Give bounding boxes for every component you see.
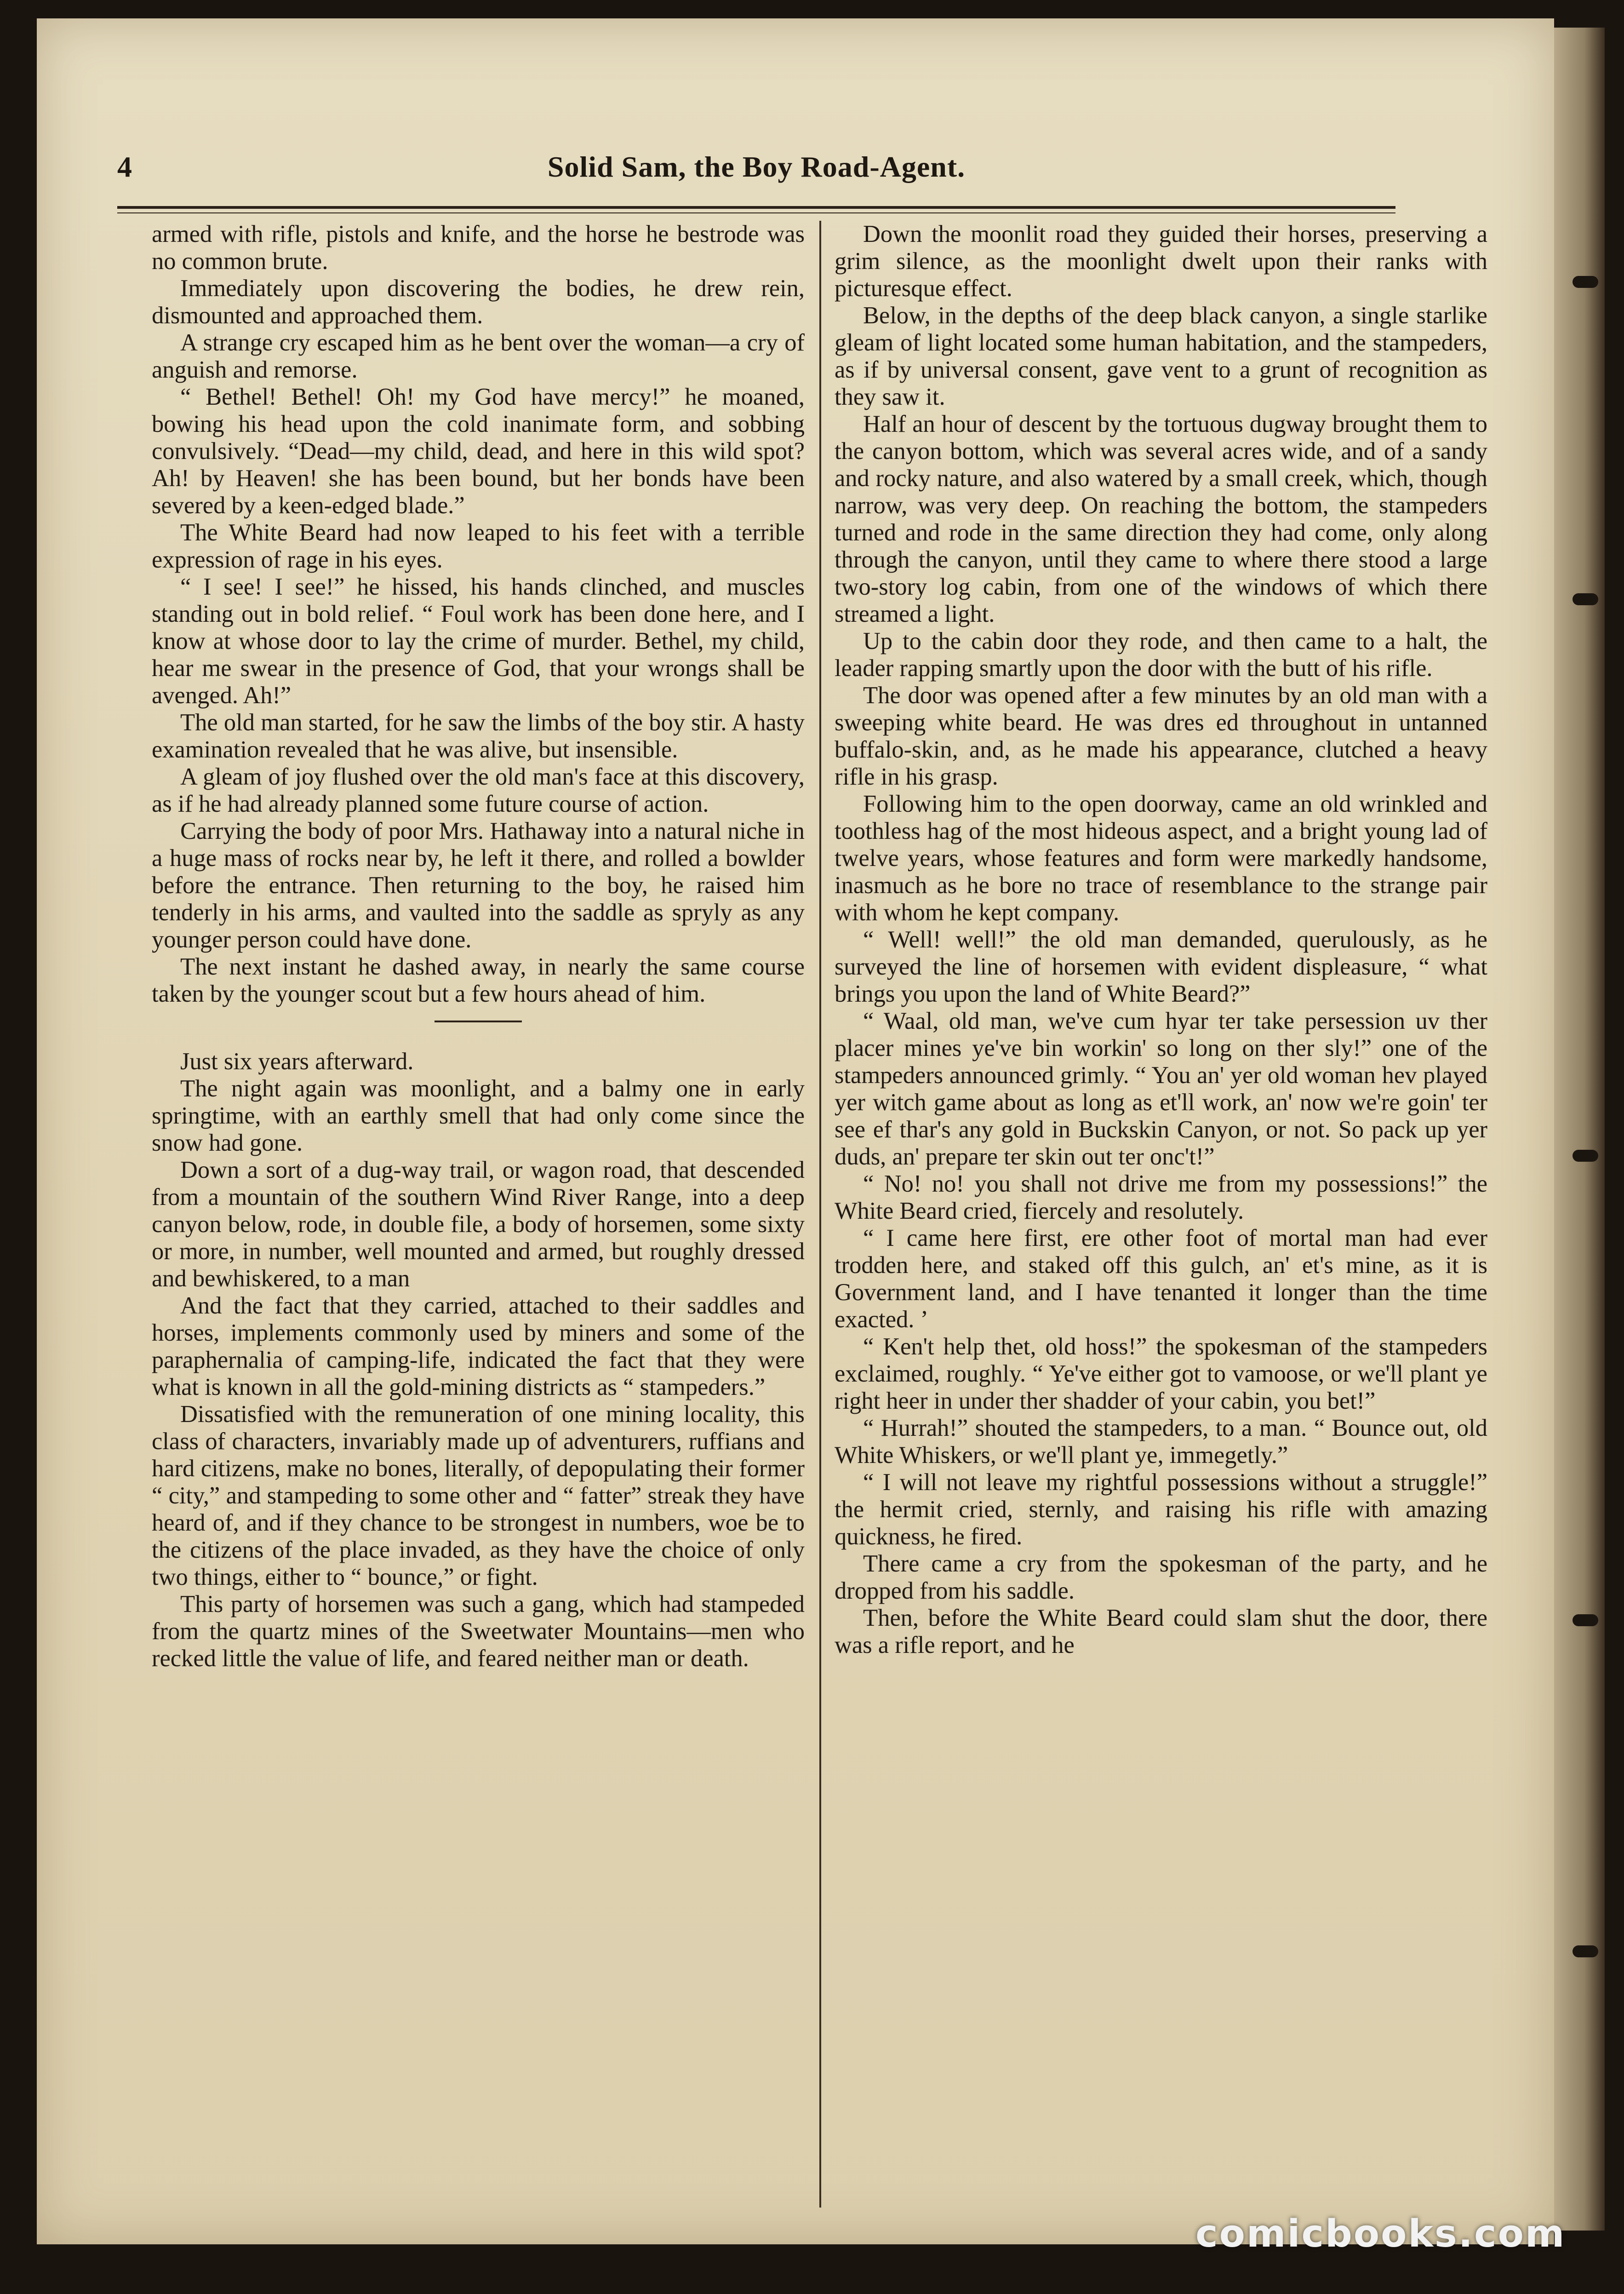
paragraph: A gleam of joy flushed over the old man's face at this discovery, as if he had already planned some future course of action.	[152, 763, 805, 817]
section-break-rule	[435, 1021, 522, 1022]
binding-stitch	[1573, 1150, 1598, 1162]
paragraph: Up to the cabin door they rode, and then came to a halt, the leader rapping smartly upon the door with the butt of his rifle.	[835, 628, 1487, 682]
paragraph: The door was opened after a few minutes by an old man with a sweeping white beard. He was dres ed throughout in untanned buffalo-skin, and, as he made his appearance, clutched a heavy rifle in his grasp.	[835, 682, 1487, 790]
paragraph: armed with rifle, pistols and knife, and the horse he bestrode was no common brute.	[152, 221, 805, 275]
paragraph: Down a sort of a dug-way trail, or wagon road, that descended from a mountain of the southern Wind River Range, into a deep canyon below, rode, in double file, a body of horsemen, some sixty or more, in number, well mounted and armed, but roughly dressed and bewhiskered, to a man	[152, 1157, 805, 1292]
paragraph: “ No! no! you shall not drive me from my possessions!” the White Beard cried, fiercely and resolutely.	[835, 1170, 1487, 1224]
paragraph: Carrying the body of poor Mrs. Hathaway into a natural niche in a huge mass of rocks near by, he left it there, and rolled a bowlder before the entrance. Then returning to the boy, he raised him tenderly in his arms, and vaulted into the saddle as spryly as any younger person could have done.	[152, 818, 805, 953]
paragraph: Then, before the White Beard could slam shut the door, there was a rifle report, and he	[835, 1605, 1487, 1658]
paragraph: This party of horsemen was such a gang, which had stampeded from the quartz mines of the Sweetwater Mountains—men who recked little the value of life, and feared neither man or death.	[152, 1591, 805, 1672]
paragraph: “ Ken't help thet, old hoss!” the spokesman of the stampeders exclaimed, roughly. “ Ye've either got to vamoose, or we'll plant ye right heer in under ther shadder of your cabin, you bet!”	[835, 1333, 1487, 1414]
paragraph: A strange cry escaped him as he bent over the woman—a cry of anguish and remorse.	[152, 329, 805, 383]
paragraph: And the fact that they carried, attached to their saddles and horses, implements commonly used by miners and some of the paraphernalia of camping-life, indicated the fact that they were what is known in all the gold-mining districts as “ stampeders.”	[152, 1292, 805, 1400]
site-watermark: comicbooks.com	[1195, 2212, 1566, 2256]
right-column	[835, 221, 1487, 1659]
left-column	[152, 221, 805, 1672]
paragraph: Following him to the open doorway, came an old wrinkled and toothless hag of the most hideous aspect, and a bright young lad of twelve years, whose features and form were markedly handsome, inasmuch as he bore no trace of resemblance to the strange pair with whom he kept company.	[835, 791, 1487, 926]
column-divider	[819, 221, 821, 2208]
paragraph: Dissatisfied with the remuneration of one mining locality, this class of characters, invariably made up of adventurers, ruffians and hard citizens, make no bones, literally, of depopulating their former “ city,” and stampeding to some other and “ fatter” streak they have heard of, and if they chance to be strongest in numbers, woe be to the citizens of the place invaded, as they have the choice of only two things, either to “ bounce,” or fight.	[152, 1401, 805, 1590]
paragraph: “ Hurrah!” shouted the stampeders, to a man. “ Bounce out, old White Whiskers, or we'll plant ye, immegetly.”	[835, 1415, 1487, 1468]
paragraph: “ Well! well!” the old man demanded, querulously, as he surveyed the line of horsemen with evident displeasure, “ what brings you upon the land of White Beard?”	[835, 926, 1487, 1007]
page-number: 4	[117, 150, 132, 183]
paragraph: Immediately upon discovering the bodies, he drew rein, dismounted and approached them.	[152, 275, 805, 329]
paragraph: The next instant he dashed away, in nearly the same course taken by the younger scout but a few hours ahead of him.	[152, 953, 805, 1007]
page-binding-edge	[1554, 28, 1605, 2231]
paragraph: There came a cry from the spokesman of the party, and he dropped from his saddle.	[835, 1550, 1487, 1604]
binding-stitch	[1573, 276, 1598, 288]
binding-stitch	[1573, 1945, 1598, 1957]
paragraph: The night again was moonlight, and a balmy one in early springtime, with an earthly smell that had only come since the snow had gone.	[152, 1075, 805, 1156]
paragraph: Just six years afterward.	[180, 1048, 414, 1075]
header-rule	[117, 206, 1395, 209]
paragraph: “ I see! I see!” he hissed, his hands clinched, and muscles standing out in bold relief. “ Foul work has been done here, and I know at whose door to lay the crime of murder. Bethel, my child, hear me swear in the presence of God, that your wrongs shall be avenged. Ah!”	[152, 574, 805, 709]
paragraph: “ I will not leave my rightful possessions without a struggle!” the hermit cried, sternly, and raising his rifle with amazing quickness, he fired.	[835, 1469, 1487, 1550]
paragraph: Half an hour of descent by the tortuous dugway brought them to the canyon bottom, which was several acres wide, and of a sandy and rocky nature, and also watered by a small creek, which, though narrow, was very deep. On reaching the bottom, the stampeders turned and rode in the same direction they had come, only along through the canyon, until they came to where there stood a large two-story log cabin, from one of the windows of which there streamed a light.	[835, 411, 1487, 627]
binding-stitch	[1573, 1614, 1598, 1626]
paragraph: The White Beard had now leaped to his feet with a terrible expression of rage in his eyes.	[152, 519, 805, 573]
paragraph: “ I came here first, ere other foot of mortal man had ever trodden here, and staked off this gulch, an' et's mine, as it is Government land, and I have tenanted it longer than the time exacted. ’	[835, 1225, 1487, 1333]
paragraph: The old man started, for he saw the limbs of the boy stir. A hasty examination revealed that he was alive, but insensible.	[152, 709, 805, 763]
paragraph: Below, in the depths of the deep black canyon, a single starlike gleam of light located some human habitation, and the stampeders, as if by universal consent, gave vent to a grunt of recognition as they saw it.	[835, 302, 1487, 410]
paragraph: Down the moonlit road they guided their horses, preserving a grim silence, as the moonlight dwelt upon their ranks with picturesque effect.	[835, 221, 1487, 302]
paragraph: “ Waal, old man, we've cum hyar ter take persession uv ther placer mines ye've bin workin' so long on ther sly!” one of the stampeders announced grimly. “ You an' yer old woman hev played yer witch game about as long as et'll work, an' now we're goin' ter see ef thar's any gold in Buckskin Canyon, or not. So pack up yer duds, an' prepare ter skin out ter onc't!”	[835, 1008, 1487, 1170]
header-rule-thin	[117, 212, 1395, 213]
binding-stitch	[1573, 593, 1598, 605]
paragraph: “ Bethel! Bethel! Oh! my God have mercy!” he moaned, bowing his head upon the cold inanimate form, and sobbing convulsively. “Dead—my child, dead, and here in this wild spot? Ah! by Heaven! she has been bound, but her bonds have been severed by a keen-edged blade.”	[152, 384, 805, 519]
running-header	[117, 143, 1395, 202]
running-title: Solid Sam, the Boy Road-Agent.	[547, 150, 966, 183]
